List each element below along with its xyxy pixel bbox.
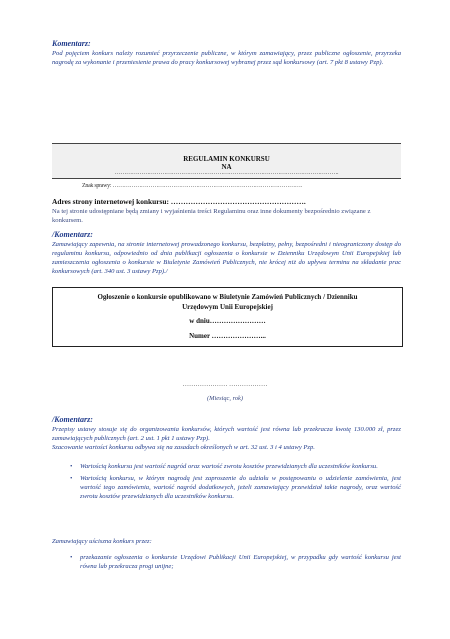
comment2-heading: /Komentarz: — [52, 230, 93, 239]
comment3-heading: /Komentarz: — [52, 415, 93, 424]
announce-methods-list — [70, 553, 401, 574]
case-number-field[interactable]: Znak sprawy: ………………………………………………………………………………………. — [82, 183, 302, 189]
contest-value-list — [70, 462, 401, 504]
contest-website-text: Na tej stronie udostępniane będą zmiany i wyjaśnienia treści Regulaminu oraz inne dokumenty bezpośrednio związane z konkursem. — [52, 208, 371, 224]
announcement-line1: Ogłoszenie o konkursie opublikowano w Biuletynie Zamówień Publicznych / Dzienniku — [97, 293, 358, 301]
comment3-text2: Szacowanie wartości konkursu odbywa się na zasadach określonych w art. 32 ust. 3 i 4 ustawy Pzp. — [52, 444, 315, 451]
contest-website-label: Adres strony internetowej konkursu: ………………………………………………. — [52, 197, 306, 206]
comment3-text1: Przepisy ustawy stosuje się do organizowania konkursów, których wartość jest równa lub przekracza kwotę 130.000 zł, przez zamawiających publicznych (art. 2 ust. 1 pkt 1 ustawy Pzp). — [52, 426, 401, 442]
date-label: (Miesiąc, rok) — [207, 395, 243, 402]
date-dots-field[interactable]: ………………… ……………… — [182, 381, 268, 388]
announcement-date-field[interactable]: w dniu…………………… — [189, 317, 266, 325]
regulamin-title-box — [52, 143, 401, 179]
list-item: • Wartością konkursu, w którym nagrodą jest zaproszenie do udziału w postępowaniu o udzielenie zamówienia, jest wartość tego zamówienia, wartość nagród dodatkowych, jeżeli zamawiający przewidział takie nagrody, oraz wartość zwrotu kosztów przewidzianych dla uczestników konkursu. — [70, 474, 401, 501]
announcement-number-field[interactable]: Numer …………………... — [189, 332, 266, 340]
list-item: • przekazanie ogłoszenia o konkursie Urzędowi Publikacji Unii Europejskiej, w przypadku gdy wartość konkursu jest równa lub przekracza progi unijne; — [70, 553, 401, 571]
list-item: • Wartością konkursu jest wartość nagród oraz wartość zwrotu kosztów przewidzianych dla uczestników konkursu. — [70, 462, 401, 471]
announcement-line2: Urzędowym Unii Europejskiej — [182, 303, 273, 311]
regulamin-na: NA — [221, 163, 232, 171]
regulamin-title: REGULAMIN KONKURSU — [183, 155, 270, 163]
regulamin-dots-line[interactable]: ………………………………………………………………………………………………………. — [114, 170, 339, 176]
comment-heading: Komentarz: — [52, 39, 91, 48]
comment-text: Pod pojęciem konkurs należy rozumieć przyrzeczenie publiczne, w którym zamawiający, przez publiczne ogłoszenie, przyrzeka nagrodę za wykonanie i przeniesienie prawa do pracy konkursowej wybranej przez sąd konkursowy (art. 7 pkt 8 ustawy Pzp). — [52, 50, 401, 66]
announcement-box — [52, 287, 403, 347]
comment2-text: Zamawiający zapewnia, na stronie internetowej prowadzonego konkursu, bezpłatny, pełny, bezpośredni i nieograniczony dostęp do regulaminu konkursu, odpowiednio od dnia publikacji ogłoszenia o konkursie w Dzienniku Urzędowym Unii Europejskiej lub zamieszczenia ogłoszenia o konkursie w Biuletynie Zamówień Publicznych, nie krócej niż do upływu terminu na składanie prac konkursowych (art. 340 ust. 3 ustawy Pzp)./ — [52, 241, 401, 275]
zamawiajacy-text: Zamawiający uściszna konkurs przez: — [52, 538, 152, 545]
